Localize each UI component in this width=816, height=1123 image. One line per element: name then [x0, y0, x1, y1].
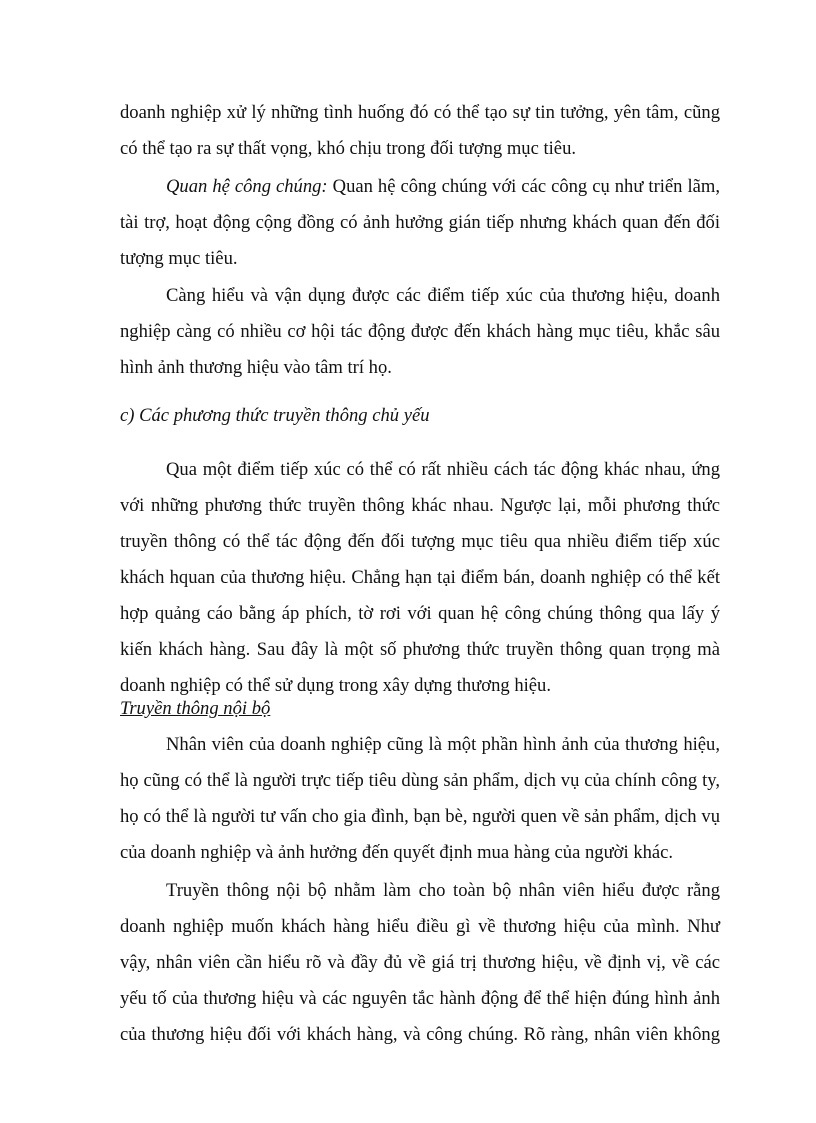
p6-line-1: Truyền thông nội bộ nhằm làm cho toàn bộ nhân viên hiểu được rằng	[166, 880, 720, 901]
p5-line-3: họ có thể là người tư vấn cho gia đình, bạn bè, người quen về sản phẩm, dịch vụ	[120, 806, 720, 827]
p4-line-6: kiến khách hàng. Sau đây là một số phương thức truyền thông quan trọng mà	[120, 639, 720, 660]
p6-line-3: vậy, nhân viên cần hiểu rõ và đầy đủ về giá trị thương hiệu, về định vị, về các	[120, 952, 720, 973]
p4-line-7: doanh nghiệp có thể sử dụng trong xây dựng thương hiệu.	[120, 675, 551, 696]
p4-line-5: hợp quảng cáo bằng áp phích, tờ rơi với quan hệ công chúng thông qua lấy ý	[120, 603, 720, 624]
p5-line-2: họ cũng có thể là người trực tiếp tiêu dùng sản phẩm, dịch vụ của chính công ty,	[120, 770, 720, 791]
p3-line-2: nghiệp càng có nhiều cơ hội tác động được đến khách hàng mục tiêu, khắc sâu	[120, 321, 720, 342]
p3-line-3: hình ảnh thương hiệu vào tâm trí họ.	[120, 357, 392, 378]
p4-line-2: với những phương thức truyền thông khác nhau. Ngược lại, mỗi phương thức	[120, 495, 720, 516]
p4-line-3: truyền thông có thể tác động đến đối tượng mục tiêu qua nhiều điểm tiếp xúc	[120, 531, 720, 552]
p6-line-4: yếu tố của thương hiệu và các nguyên tắc hành động để thể hiện đúng hình ảnh	[120, 988, 720, 1009]
p1-line-1: doanh nghiệp xử lý những tình huống đó có thể tạo sự tin tưởng, yên tâm, cũng	[120, 102, 720, 123]
p2-label: Quan hệ công chúng:	[166, 176, 328, 197]
p2-line-1-text: Quan hệ công chúng với các công cụ như triển lãm,	[327, 176, 721, 197]
p1-line-2: có thể tạo ra sự thất vọng, khó chịu trong đối tượng mục tiêu.	[120, 138, 577, 159]
p4-line-1: Qua một điểm tiếp xúc có thể có rất nhiều cách tác động khác nhau, ứng	[166, 459, 720, 480]
section-heading-c: c) Các phương thức truyền thông chủ yếu	[120, 405, 430, 426]
p2-line-3: tượng mục tiêu.	[120, 248, 238, 269]
subheading-internal-communication: Truyền thông nội bộ	[120, 698, 271, 719]
p5-line-4: của doanh nghiệp và ảnh hưởng đến quyết định mua hàng của người khác.	[120, 842, 674, 863]
p2-line-2: tài trợ, hoạt động cộng đồng có ảnh hưởng gián tiếp nhưng khách quan đến đối	[120, 212, 720, 233]
p5-line-1: Nhân viên của doanh nghiệp cũng là một phần hình ảnh của thương hiệu,	[166, 734, 720, 755]
p2-line-1	[166, 175, 720, 199]
p3-line-1: Càng hiểu và vận dụng được các điểm tiếp xúc của thương hiệu, doanh	[166, 285, 720, 306]
p6-line-5: của thương hiệu đối với khách hàng, và công chúng. Rõ ràng, nhân viên không	[120, 1024, 720, 1045]
p4-line-4: khách hquan của thương hiệu. Chẳng hạn tại điểm bán, doanh nghiệp có thể kết	[120, 567, 720, 588]
p6-line-2: doanh nghiệp muốn khách hàng hiểu điều gì về thương hiệu của mình. Như	[120, 916, 720, 937]
